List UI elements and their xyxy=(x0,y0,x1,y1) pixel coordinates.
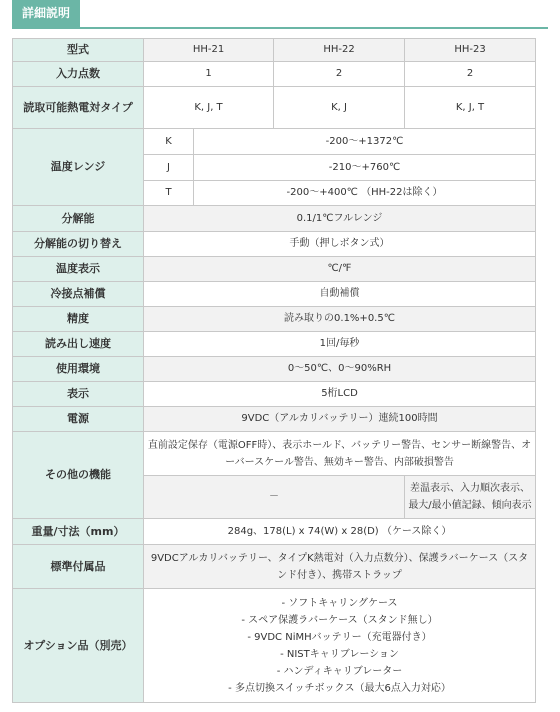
spec-row-accessories xyxy=(13,545,536,589)
spec-table xyxy=(12,38,536,703)
spec-row-power xyxy=(13,407,536,432)
value-environment: 0～50℃、0～90%RH xyxy=(144,357,536,382)
label-model: 型式 xyxy=(13,39,144,62)
label-options: オプション品（別売） xyxy=(13,589,144,703)
spec-row-model xyxy=(13,39,536,62)
spec-row-temp-range-k xyxy=(13,129,536,155)
value-cold-junction: 自動補償 xyxy=(144,282,536,307)
value-hh21-model: HH-21 xyxy=(144,39,274,62)
label-temp-range: 温度レンジ xyxy=(13,129,144,206)
value-hh22-thermocouples: K, J xyxy=(274,87,405,129)
spec-row-temp-display xyxy=(13,257,536,282)
details-tab[interactable]: 詳細説明 xyxy=(12,0,80,27)
spec-row-cold-junction xyxy=(13,282,536,307)
label-temp-display: 温度表示 xyxy=(13,257,144,282)
option-item: - NISTキャリブレーション xyxy=(280,648,399,660)
spec-row-resolution-switch xyxy=(13,232,536,257)
value-accuracy: 読み取りの0.1%+0.5℃ xyxy=(144,307,536,332)
value-hh23-thermocouples: K, J, T xyxy=(405,87,536,129)
value-weight: 284g、178(L) x 74(W) x 28(D) （ケース除く） xyxy=(144,519,536,545)
label-resolution-switch: 分解能の切り替え xyxy=(13,232,144,257)
temp-range-type-t: T xyxy=(144,181,194,206)
value-hh22-inputs: 2 xyxy=(274,62,405,87)
tab-underline xyxy=(12,27,548,29)
temp-range-type-k: K xyxy=(144,129,194,155)
option-item: - ハンディキャリブレーター xyxy=(276,665,403,677)
label-cold-junction: 冷接点補償 xyxy=(13,282,144,307)
label-inputs: 入力点数 xyxy=(13,62,144,87)
value-display: 5桁LCD xyxy=(144,382,536,407)
spec-row-options xyxy=(13,589,536,703)
label-display: 表示 xyxy=(13,382,144,407)
spec-row-display xyxy=(13,382,536,407)
value-hh21-inputs: 1 xyxy=(144,62,274,87)
label-weight: 重量/寸法（mm） xyxy=(13,519,144,545)
value-other-hh22-hh23: 差温表示、入力順次表示、最大/最小値記録、傾向表示 xyxy=(405,476,536,519)
spec-row-thermocouples xyxy=(13,87,536,129)
label-other: その他の機能 xyxy=(13,432,144,519)
spec-row-environment xyxy=(13,357,536,382)
spec-row-other-common xyxy=(13,432,536,476)
value-other-common: 直前設定保存（電源OFF時）、表示ホールド、バッテリー警告、センサー断線警告、オーバースケール警告、無効キー警告、内部破損警告 xyxy=(144,432,536,476)
temp-range-value-k: -200～+1372℃ xyxy=(194,129,536,155)
temp-range-value-t: -200～+400℃ （HH-22は除く） xyxy=(194,181,536,206)
value-resolution-switch: 手動（押しボタン式） xyxy=(144,232,536,257)
value-accessories: 9VDCアルカリバッテリー、タイプK熱電対（入力点数分）、保護ラバーケース（スタンド付き）、携帯ストラップ xyxy=(144,545,536,589)
spec-row-resolution xyxy=(13,206,536,232)
value-hh21-thermocouples: K, J, T xyxy=(144,87,274,129)
value-power: 9VDC（アルカリバッテリー）連続100時間 xyxy=(144,407,536,432)
value-read-speed: 1回/毎秒 xyxy=(144,332,536,357)
value-other-hh21: － xyxy=(144,476,405,519)
spec-row-weight xyxy=(13,519,536,545)
value-hh23-inputs: 2 xyxy=(405,62,536,87)
label-environment: 使用環境 xyxy=(13,357,144,382)
temp-range-type-j: J xyxy=(144,155,194,181)
label-accuracy: 精度 xyxy=(13,307,144,332)
option-item: - 9VDC NiMHバッテリー（充電器付き） xyxy=(247,631,432,643)
label-accessories: 標準付属品 xyxy=(13,545,144,589)
spec-row-read-speed xyxy=(13,332,536,357)
option-item: - スペア保護ラバーケース（スタンド無し） xyxy=(241,614,438,626)
option-item: - 多点切換スイッチボックス（最大6点入力対応） xyxy=(228,682,451,694)
value-resolution: 0.1/1℃フルレンジ xyxy=(144,206,536,232)
value-hh23-model: HH-23 xyxy=(405,39,536,62)
spec-row-accuracy xyxy=(13,307,536,332)
option-item: - ソフトキャリングケース xyxy=(281,597,398,609)
temp-range-value-j: -210～+760℃ xyxy=(194,155,536,181)
label-thermocouples: 読取可能熱電対タイプ xyxy=(13,87,144,129)
label-resolution: 分解能 xyxy=(13,206,144,232)
label-read-speed: 読み出し速度 xyxy=(13,332,144,357)
label-power: 電源 xyxy=(13,407,144,432)
value-hh22-model: HH-22 xyxy=(274,39,405,62)
value-temp-display: ℃/℉ xyxy=(144,257,536,282)
spec-row-inputs xyxy=(13,62,536,87)
value-options xyxy=(144,589,536,703)
